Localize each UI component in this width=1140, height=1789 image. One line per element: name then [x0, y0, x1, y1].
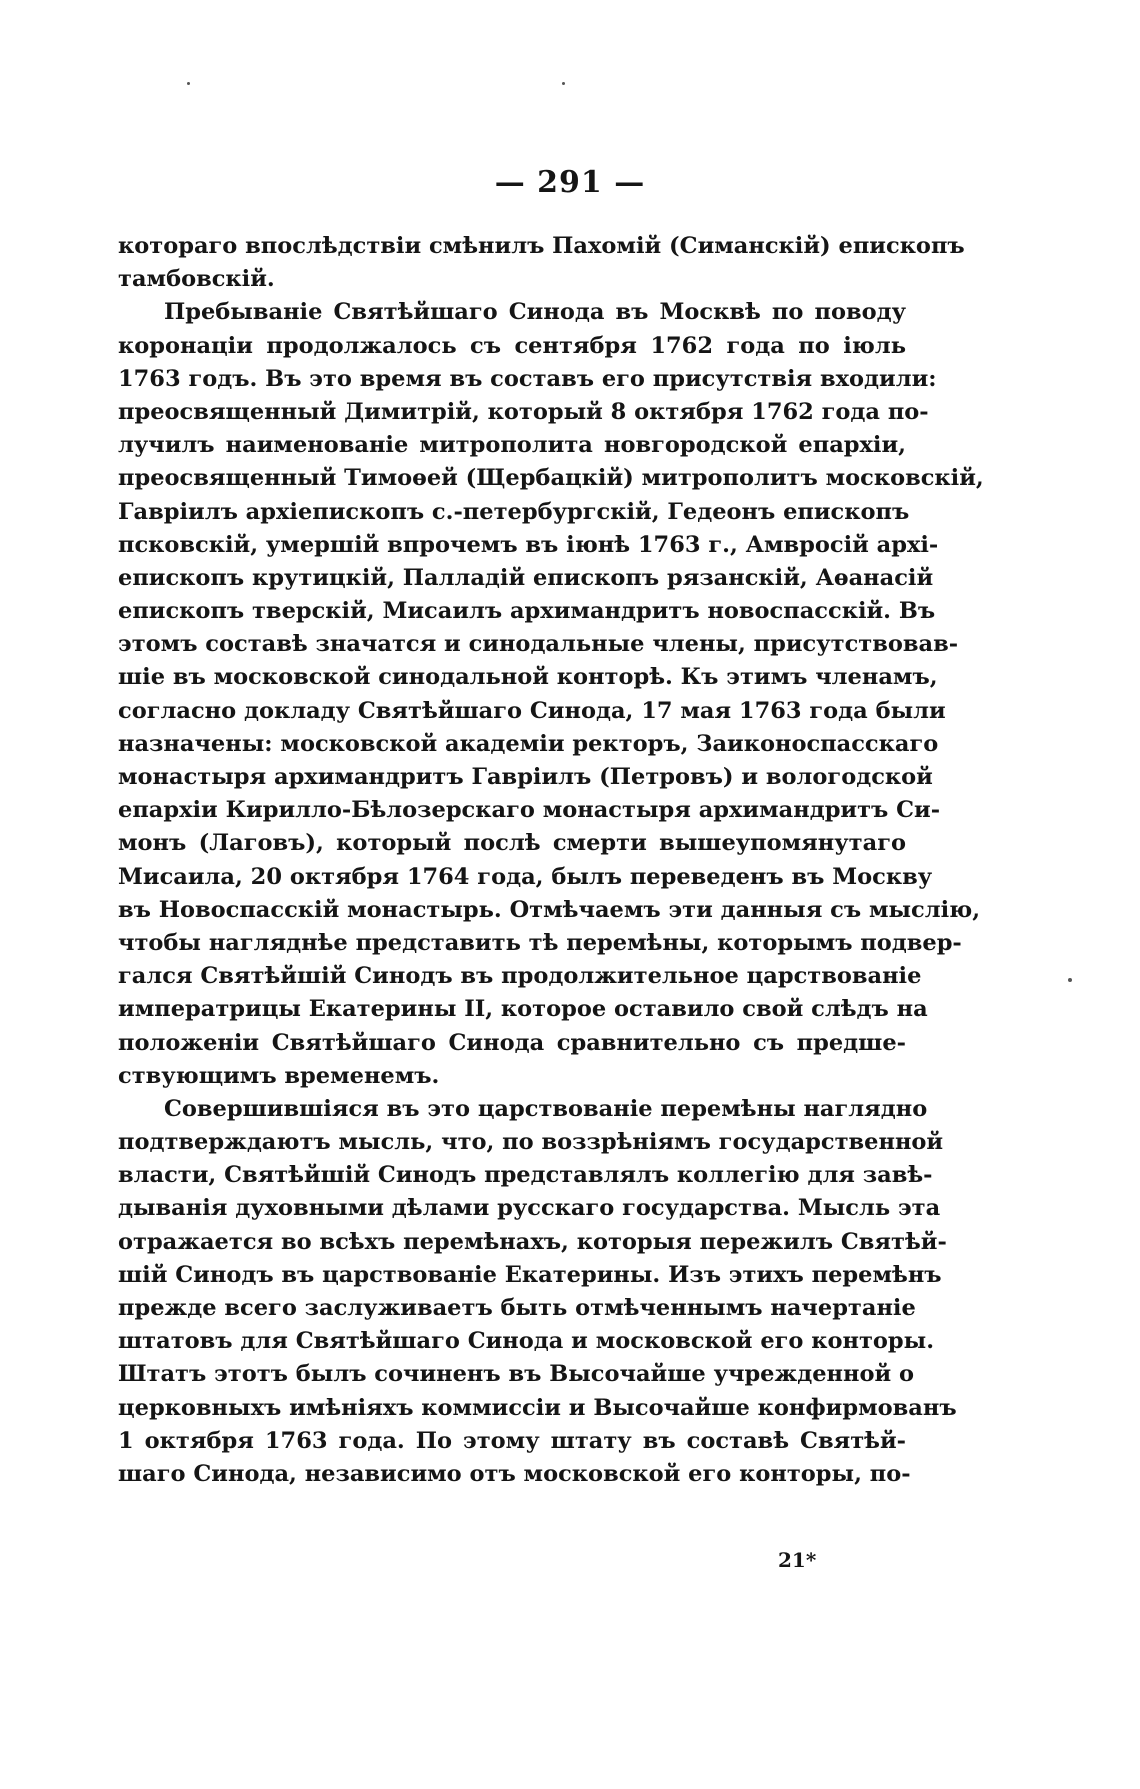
text-line: гался Святѣйшій Синодъ въ продолжительное царствованіе	[118, 963, 922, 990]
text-line: власти, Святѣйшій Синодъ представлялъ коллегію для завѣ-	[118, 1162, 933, 1189]
text-line: этомъ составѣ значатся и синодальные члены, присутствовав-	[118, 631, 959, 658]
body-text	[118, 230, 984, 1491]
text-line: 1 октября 1763 года. По этому штату въ составѣ Святѣй-	[118, 1427, 906, 1454]
text-line: императрицы Екатерины II, которое оставило свой слѣдъ на	[118, 996, 928, 1023]
text-line: псковскій, умершій впрочемъ въ іюнѣ 1763 г., Амвросій архі-	[118, 531, 939, 558]
text-line: дыванія духовными дѣлами русскаго государства. Мысль эта	[118, 1195, 941, 1222]
text-line: лучилъ наименованіе митрополита новгородской епархіи,	[118, 432, 906, 459]
text-line: Совершившіяся въ это царствованіе перемѣны наглядно	[164, 1095, 928, 1122]
text-line: коронаціи продолжалось съ сентября 1762 года по іюль	[118, 332, 906, 359]
text-line: положеніи Святѣйшаго Синода сравнительно съ предше-	[118, 1029, 906, 1056]
text-line: преосвященный Тимоѳей (Щербацкій) митрополитъ московскій,	[118, 465, 984, 492]
page-number: — 291 —	[494, 165, 646, 200]
text-line: назначены: московской академіи ректоръ, Заиконоспасскаго	[118, 730, 939, 757]
text-line: въ Новоспасскій монастырь. Отмѣчаемъ эти данныя съ мыслію,	[118, 896, 981, 923]
text-line: согласно докладу Святѣйшаго Синода, 17 мая 1763 года были	[118, 697, 946, 724]
text-line: тамбовскій.	[118, 266, 275, 293]
scan-speck	[562, 82, 565, 85]
text-line: Пребываніе Святѣйшаго Синода въ Москвѣ по поводу	[164, 299, 906, 326]
scan-speck	[187, 82, 190, 85]
text-line: шій Синодъ въ царствованіе Екатерины. Изъ этихъ перемѣнъ	[118, 1261, 942, 1288]
text-line: монастыря архимандритъ Гавріилъ (Петровъ) и вологодской	[118, 764, 933, 790]
scan-speck	[1068, 978, 1072, 982]
text-line: прежде всего заслуживаетъ быть отмѣченнымъ начертаніе	[118, 1295, 916, 1321]
text-line: церковныхъ имѣніяхъ коммиссіи и Высочайше конфирмованъ	[118, 1394, 957, 1421]
text-line: подтверждаютъ мысль, что, по воззрѣніямъ государственной	[118, 1129, 944, 1156]
text-line: преосвященный Димитрій, который 8 октября 1762 года по-	[118, 398, 929, 425]
signature-mark: 21*	[778, 1548, 817, 1572]
text-line: епископъ тверскій, Мисаилъ архимандритъ новоспасскій. Въ	[118, 598, 936, 625]
text-line: котораго впослѣдствіи смѣнилъ Пахомій (Симанскій) епископъ	[118, 233, 965, 259]
text-line: чтобы нагляднѣе представить тѣ перемѣны, которымъ подвер-	[118, 929, 962, 956]
text-line: шіе въ московской синодальной конторѣ. Къ этимъ членамъ,	[118, 664, 938, 691]
text-line: Штатъ этотъ былъ сочиненъ въ Высочайше учрежденной о	[118, 1361, 914, 1388]
text-line: Мисаила, 20 октября 1764 года, былъ переведенъ въ Москву	[118, 863, 933, 890]
text-line: Гавріилъ архіепископъ с.-петербургскій, Гедеонъ епископъ	[118, 498, 910, 525]
text-line: шаго Синода, независимо отъ московской его конторы, по-	[118, 1460, 911, 1487]
text-line: отражается во всѣхъ перемѣнахъ, которыя пережилъ Святѣй-	[118, 1228, 947, 1255]
text-line: епископъ крутицкій, Палладій епископъ рязанскій, Аѳанасій	[118, 564, 934, 591]
text-line: ствующимъ временемъ.	[118, 1062, 440, 1089]
text-line: монъ (Лаговъ), который послѣ смерти вышеупомянутаго	[118, 830, 906, 857]
text-line: штатовъ для Святѣйшаго Синода и московской его конторы.	[118, 1328, 935, 1355]
text-line: 1763 годъ. Въ это время въ составъ его присутствія входили:	[118, 365, 937, 392]
text-line: епархіи Кирилло-Бѣлозерскаго монастыря архимандритъ Си-	[118, 797, 941, 824]
